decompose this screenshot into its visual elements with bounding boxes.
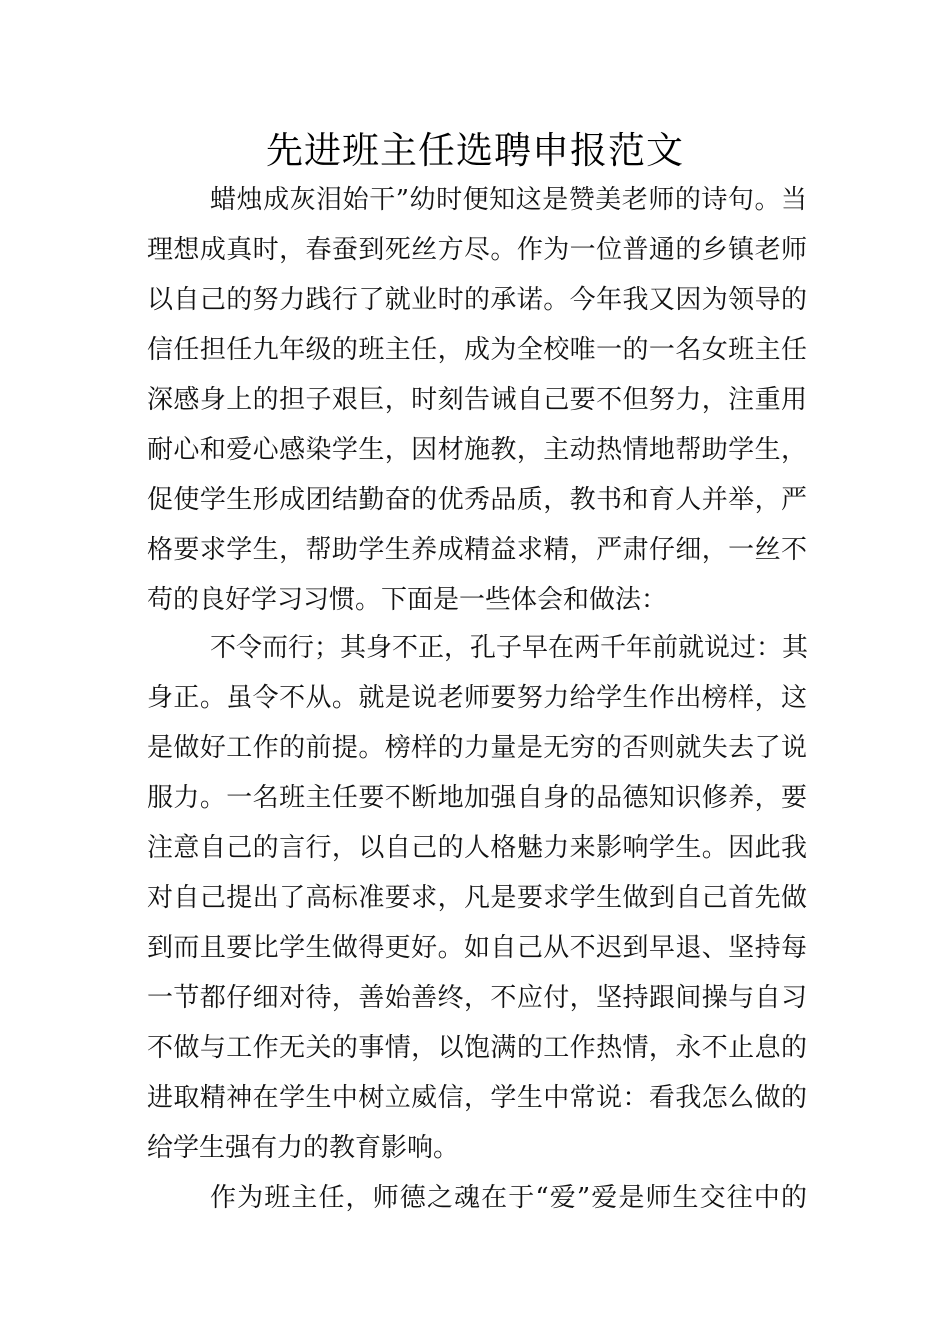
paragraph-2-line-8: 一节都仔细对待，善始善终，不应付，坚持跟间操与自习 [147, 983, 807, 1013]
paragraph-1-line-7: 促使学生形成团结勤奋的优秀品质，教书和育人并举，严 [147, 485, 807, 515]
document-title: 先进班主任选聘申报范文 [266, 129, 684, 172]
paragraph-2-line-2: 身正。虽令不从。就是说老师要努力给学生作出榜样，这 [147, 683, 807, 713]
paragraph-1-line-8: 格要求学生，帮助学生养成精益求精，严肃仔细，一丝不 [147, 535, 807, 565]
paragraph-2-line-3: 是做好工作的前提。榜样的力量是无穷的否则就失去了说 [147, 733, 807, 763]
paragraph-3-line-1: 作为班主任，师德之魂在于“爱”爱是师生交往中的 [210, 1183, 807, 1213]
paragraph-2-line-11: 给学生强有力的教育影响。 [147, 1133, 460, 1163]
paragraph-2-line-1: 不令而行；其身不正，孔子早在两千年前就说过：其 [210, 633, 809, 663]
paragraph-1-line-3: 以自己的努力践行了就业时的承诺。今年我又因为领导的 [147, 285, 807, 315]
paragraph-1-line-4: 信任担任九年级的班主任，成为全校唯一的一名女班主任 [147, 335, 807, 365]
paragraph-1-line-9: 苟的良好学习习惯。下面是一些体会和做法： [147, 585, 668, 615]
paragraph-1-line-6: 耐心和爱心感染学生，因材施教，主动热情地帮助学生， [147, 435, 807, 465]
paragraph-2-line-4: 服力。一名班主任要不断地加强自身的品德知识修养，要 [147, 783, 807, 813]
paragraph-2-line-10: 进取精神在学生中树立威信，学生中常说：看我怎么做的 [147, 1083, 807, 1113]
paragraph-1-line-1: 蜡烛成灰泪始干”幼时便知这是赞美老师的诗句。当 [210, 185, 807, 215]
paragraph-2-line-5: 注意自己的言行，以自己的人格魅力来影响学生。因此我 [147, 833, 807, 863]
paragraph-1-line-5: 深感身上的担子艰巨，时刻告诫自己要不但努力，注重用 [147, 385, 807, 415]
paragraph-2-line-6: 对自己提出了高标准要求，凡是要求学生做到自己首先做 [147, 883, 807, 913]
paragraph-1-line-2: 理想成真时，春蚕到死丝方尽。作为一位普通的乡镇老师 [147, 235, 807, 265]
paragraph-2-line-9: 不做与工作无关的事情，以饱满的工作热情，永不止息的 [147, 1033, 807, 1063]
paragraph-2-line-7: 到而且要比学生做得更好。如自己从不迟到早退、坚持每 [147, 933, 807, 963]
